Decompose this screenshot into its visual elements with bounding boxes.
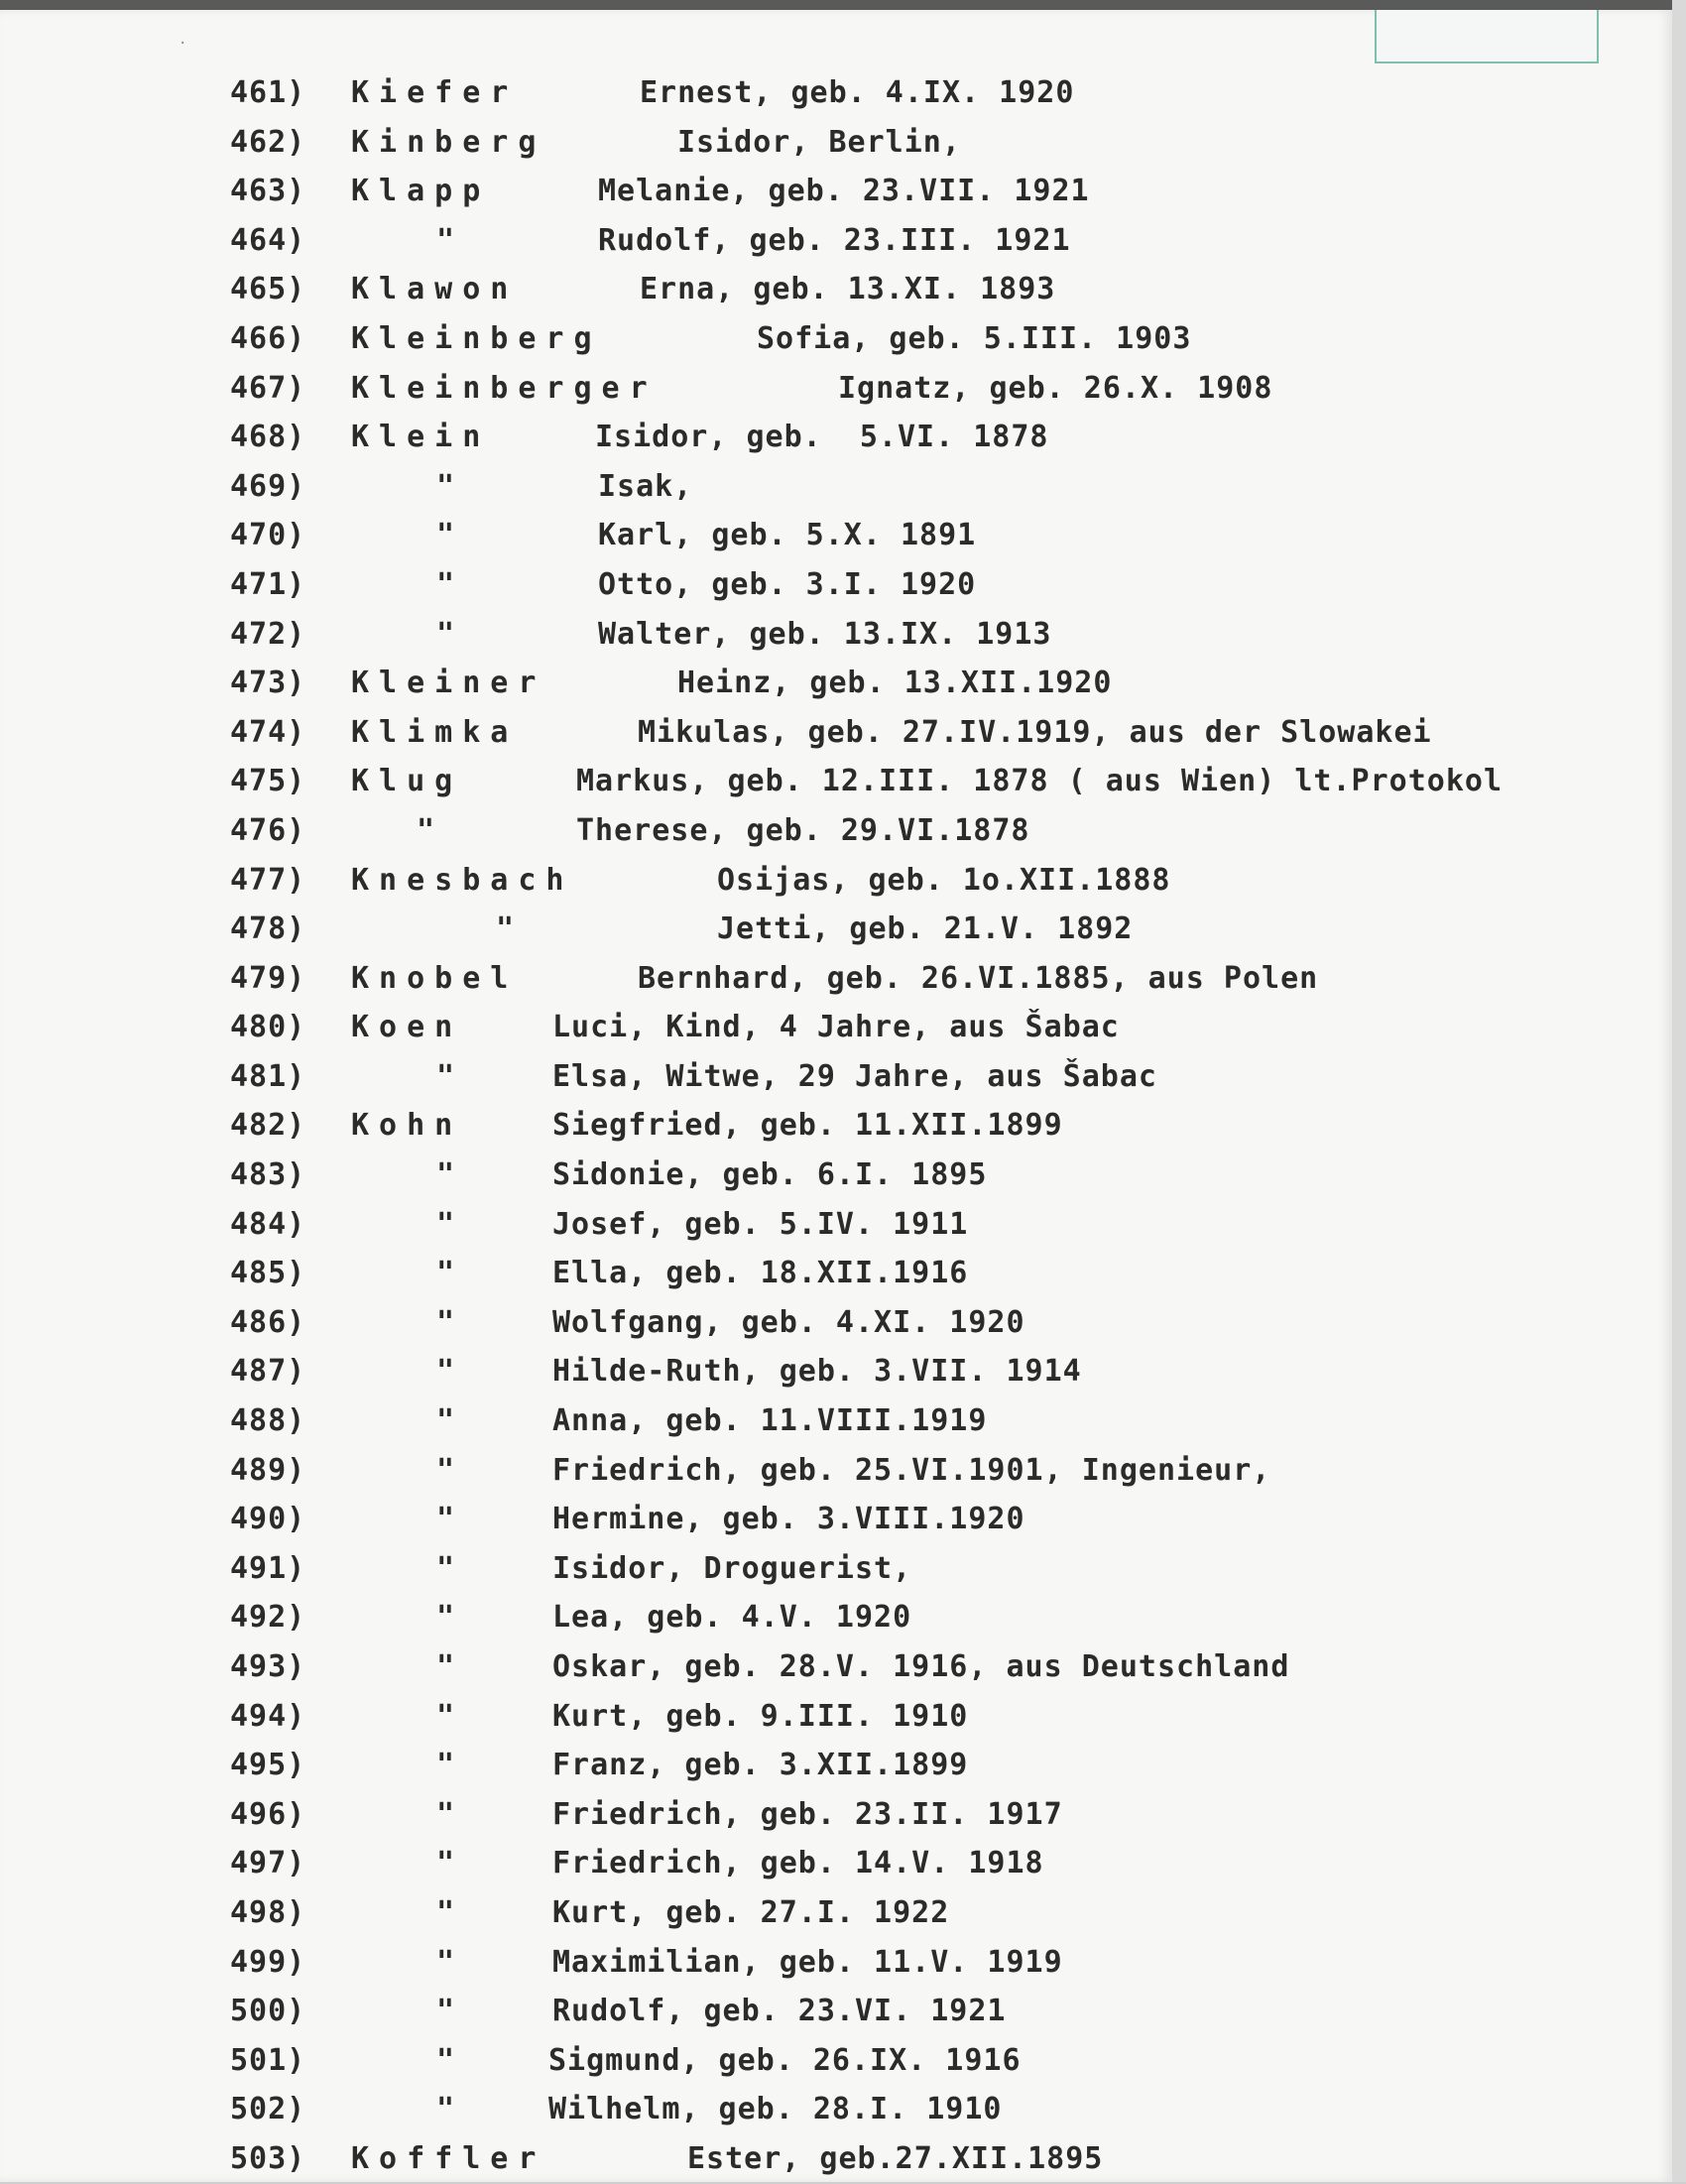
page-right-edge [1672, 0, 1686, 2182]
speck-mark: · [179, 36, 187, 52]
paper-tab [1375, 10, 1599, 63]
entry-details: Josef, geb. 5.IV. 1911 [552, 1206, 969, 1242]
entry-number: 478) [230, 911, 306, 947]
entry-number: 474) [230, 714, 306, 750]
entry-surname: Klawon [351, 272, 519, 307]
entry-number: 462) [230, 124, 306, 160]
entry-surname: Kiefer [351, 75, 519, 110]
entry-details: Heinz, geb. 13.XII.1920 [677, 666, 1113, 701]
entry-surname: " [436, 1550, 455, 1586]
list-item [0, 1151, 1672, 1200]
entry-surname: " [436, 566, 455, 602]
entry-number: 461) [230, 75, 306, 110]
entry-number: 482) [230, 1108, 306, 1144]
list-item [0, 806, 1672, 856]
list-item [0, 1544, 1672, 1594]
document-page [0, 10, 1672, 2182]
entry-details: Osijas, geb. 1o.XII.1888 [717, 862, 1171, 898]
list-item [0, 1495, 1672, 1544]
entry-surname: " [436, 616, 455, 652]
entry-details: Luci, Kind, 4 Jahre, aus Šabac [552, 1010, 1120, 1045]
list-item [0, 1052, 1672, 1102]
entry-details: Isidor, geb. 5.VI. 1878 [595, 420, 1049, 455]
list-item [0, 1692, 1672, 1742]
list-item [0, 1446, 1672, 1496]
entry-number: 491) [230, 1550, 306, 1586]
entry-number: 499) [230, 1944, 306, 1980]
entry-number: 463) [230, 174, 306, 209]
entry-surname: " [417, 812, 435, 848]
entry-details: Elsa, Witwe, 29 Jahre, aus Šabac [552, 1058, 1157, 1094]
entry-details: Walter, geb. 13.IX. 1913 [598, 616, 1052, 652]
entry-surname: " [436, 1256, 455, 1291]
entry-surname: Klapp [351, 174, 491, 209]
list-item [0, 1200, 1672, 1250]
entry-surname: Klimka [351, 714, 519, 750]
list-item [0, 954, 1672, 1004]
entry-details: Friedrich, geb. 23.II. 1917 [552, 1796, 1063, 1832]
entry-details: Markus, geb. 12.III. 1878 ( aus Wien) lt.Protokol [576, 764, 1504, 799]
list-item [0, 2085, 1672, 2134]
entry-surname: " [436, 1796, 455, 1832]
entry-details: Ester, geb.27.XII.1895 [687, 2140, 1104, 2176]
entry-details: Isidor, Droguerist, [552, 1550, 912, 1586]
list-item [0, 1642, 1672, 1692]
entry-details: Wilhelm, geb. 28.I. 1910 [548, 2092, 1003, 2127]
entry-number: 492) [230, 1600, 306, 1636]
list-item [0, 708, 1672, 758]
entry-surname: Kleinberger [351, 370, 658, 406]
entry-surname: " [436, 1452, 455, 1488]
entry-number: 472) [230, 616, 306, 652]
name-list [0, 68, 1672, 2184]
entry-details: Isak, [598, 468, 693, 504]
list-item [0, 1938, 1672, 1988]
entry-number: 479) [230, 960, 306, 996]
entry-number: 494) [230, 1698, 306, 1734]
entry-number: 470) [230, 518, 306, 553]
list-item [0, 1987, 1672, 2036]
entry-number: 500) [230, 1994, 306, 2029]
entry-number: 481) [230, 1058, 306, 1094]
entry-surname: " [436, 2042, 455, 2078]
list-item [0, 1396, 1672, 1446]
entry-surname: " [436, 1994, 455, 2029]
list-item [0, 1347, 1672, 1396]
list-item [0, 413, 1672, 462]
list-item [0, 462, 1672, 512]
entry-surname: Kleiner [351, 666, 546, 701]
entry-details: Rudolf, geb. 23.VI. 1921 [552, 1994, 1007, 2029]
list-item [0, 560, 1672, 610]
list-item [0, 511, 1672, 560]
entry-surname: Klein [351, 420, 491, 455]
entry-surname: " [436, 1894, 455, 1930]
entry-details: Karl, geb. 5.X. 1891 [598, 518, 977, 553]
list-item [0, 118, 1672, 168]
entry-details: Ernest, geb. 4.IX. 1920 [640, 75, 1075, 110]
list-item [0, 1790, 1672, 1840]
list-item [0, 1888, 1672, 1938]
entry-surname: Kinberg [351, 124, 546, 160]
list-item [0, 2134, 1672, 2184]
entry-details: Sidonie, geb. 6.I. 1895 [552, 1157, 988, 1193]
entry-surname: " [436, 1600, 455, 1636]
entry-number: 469) [230, 468, 306, 504]
entry-number: 476) [230, 812, 306, 848]
entry-surname: " [436, 1058, 455, 1094]
entry-surname: Kohn [351, 1108, 463, 1144]
entry-details: Mikulas, geb. 27.IV.1919, aus der Slowakei [638, 714, 1432, 750]
list-item [0, 216, 1672, 266]
entry-details: Ignatz, geb. 26.X. 1908 [838, 370, 1273, 406]
list-item [0, 1839, 1672, 1888]
entry-details: Maximilian, geb. 11.V. 1919 [552, 1944, 1063, 1980]
entry-number: 471) [230, 566, 306, 602]
list-item [0, 610, 1672, 660]
entry-surname: " [436, 1354, 455, 1390]
entry-surname: " [436, 1304, 455, 1340]
entry-details: Hermine, geb. 3.VIII.1920 [552, 1502, 1025, 1537]
entry-number: 498) [230, 1894, 306, 1930]
entry-details: Erna, geb. 13.XI. 1893 [640, 272, 1056, 307]
list-item [0, 1003, 1672, 1052]
entry-details: Sigmund, geb. 26.IX. 1916 [548, 2042, 1022, 2078]
entry-number: 473) [230, 666, 306, 701]
entry-surname: " [436, 1403, 455, 1439]
entry-surname: " [436, 1502, 455, 1537]
list-item [0, 314, 1672, 364]
entry-surname: " [436, 1748, 455, 1783]
list-item [0, 757, 1672, 806]
entry-number: 496) [230, 1796, 306, 1832]
list-item [0, 1249, 1672, 1298]
entry-surname: Koffler [351, 2140, 546, 2176]
entry-number: 489) [230, 1452, 306, 1488]
entry-surname: " [436, 1944, 455, 1980]
list-item [0, 659, 1672, 708]
entry-details: Franz, geb. 3.XII.1899 [552, 1748, 969, 1783]
entry-number: 467) [230, 370, 306, 406]
entry-surname: Koen [351, 1010, 463, 1045]
entry-surname: " [436, 468, 455, 504]
list-item [0, 1741, 1672, 1790]
entry-details: Friedrich, geb. 14.V. 1918 [552, 1846, 1044, 1881]
entry-number: 465) [230, 272, 306, 307]
entry-number: 475) [230, 764, 306, 799]
entry-details: Jetti, geb. 21.V. 1892 [717, 911, 1134, 947]
list-item [0, 2036, 1672, 2086]
entry-surname: " [496, 911, 515, 947]
entry-number: 493) [230, 1649, 306, 1684]
entry-surname: " [436, 222, 455, 258]
list-item [0, 364, 1672, 414]
list-item [0, 905, 1672, 954]
entry-surname: Kleinberg [351, 320, 602, 356]
list-item [0, 167, 1672, 216]
entry-details: Rudolf, geb. 23.III. 1921 [598, 222, 1071, 258]
entry-details: Hilde-Ruth, geb. 3.VII. 1914 [552, 1354, 1082, 1390]
entry-number: 477) [230, 862, 306, 898]
entry-number: 485) [230, 1256, 306, 1291]
entry-number: 484) [230, 1206, 306, 1242]
entry-details: Isidor, Berlin, [677, 124, 961, 160]
list-item [0, 1101, 1672, 1151]
list-item [0, 1298, 1672, 1348]
entry-details: Therese, geb. 29.VI.1878 [576, 812, 1030, 848]
entry-number: 495) [230, 1748, 306, 1783]
entry-number: 480) [230, 1010, 306, 1045]
entry-details: Siegfried, geb. 11.XII.1899 [552, 1108, 1063, 1144]
entry-number: 502) [230, 2092, 306, 2127]
entry-details: Ella, geb. 18.XII.1916 [552, 1256, 969, 1291]
entry-number: 483) [230, 1157, 306, 1193]
entry-details: Friedrich, geb. 25.VI.1901, Ingenieur, [552, 1452, 1271, 1488]
entry-details: Anna, geb. 11.VIII.1919 [552, 1403, 988, 1439]
entry-surname: " [436, 1698, 455, 1734]
entry-details: Bernhard, geb. 26.VI.1885, aus Polen [638, 960, 1319, 996]
entry-number: 466) [230, 320, 306, 356]
entry-details: Oskar, geb. 28.V. 1916, aus Deutschland [552, 1649, 1290, 1684]
entry-surname: " [436, 518, 455, 553]
entry-surname: " [436, 1846, 455, 1881]
entry-number: 488) [230, 1403, 306, 1439]
page-top-edge [0, 0, 1686, 10]
entry-surname: Klug [351, 764, 463, 799]
entry-details: Kurt, geb. 9.III. 1910 [552, 1698, 969, 1734]
entry-details: Melanie, geb. 23.VII. 1921 [598, 174, 1090, 209]
entry-number: 487) [230, 1354, 306, 1390]
list-item [0, 856, 1672, 906]
list-item [0, 1593, 1672, 1642]
entry-details: Wolfgang, geb. 4.XI. 1920 [552, 1304, 1025, 1340]
entry-surname: Knobel [351, 960, 519, 996]
entry-number: 486) [230, 1304, 306, 1340]
entry-number: 464) [230, 222, 306, 258]
list-item [0, 68, 1672, 118]
entry-number: 503) [230, 2140, 306, 2176]
entry-surname: " [436, 1206, 455, 1242]
entry-details: Kurt, geb. 27.I. 1922 [552, 1894, 950, 1930]
list-item [0, 265, 1672, 314]
entry-surname: " [436, 1649, 455, 1684]
entry-surname: " [436, 1157, 455, 1193]
entry-number: 497) [230, 1846, 306, 1881]
entry-number: 501) [230, 2042, 306, 2078]
entry-details: Sofia, geb. 5.III. 1903 [757, 320, 1192, 356]
entry-surname: Knesbach [351, 862, 574, 898]
entry-number: 468) [230, 420, 306, 455]
entry-number: 490) [230, 1502, 306, 1537]
entry-details: Otto, geb. 3.I. 1920 [598, 566, 977, 602]
entry-surname: " [436, 2092, 455, 2127]
entry-details: Lea, geb. 4.V. 1920 [552, 1600, 912, 1636]
